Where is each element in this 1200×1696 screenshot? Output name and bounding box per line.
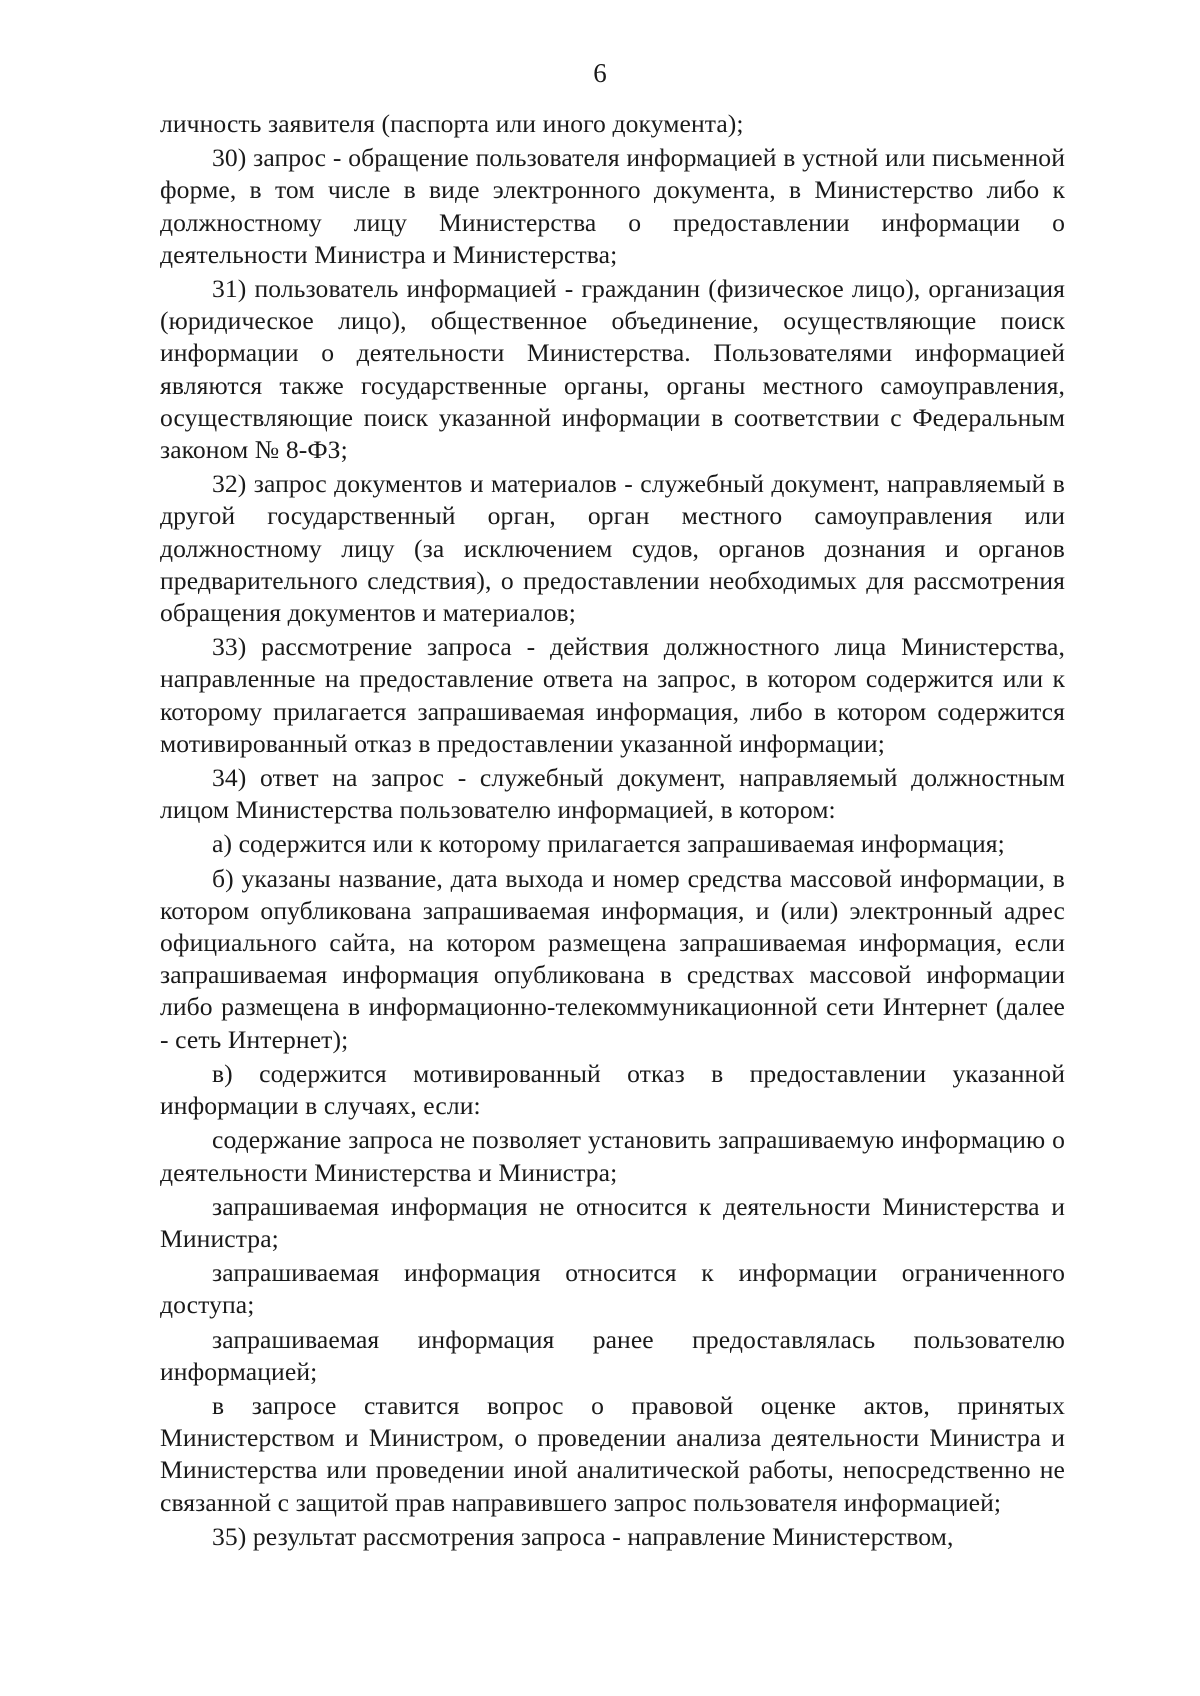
paragraph-1: личность заявителя (паспорта или иного документа); (160, 109, 744, 138)
paragraph-2: 30) запрос - обращение пользователя информацией в устной или письменной форме, в том числе в виде электронного документа, в Министерство либо к должностному лицу Министерства о предоставлении информации о деятельности Министра и Министерства; (160, 143, 1065, 269)
paragraph-6: 34) ответ на запрос - служебный документ, направляемый должностным лицом Министерства пользователю информацией, в котором: (160, 763, 1065, 825)
paragraph-15: 35) результат рассмотрения запроса - направление Министерством, (212, 1521, 954, 1551)
paragraph-3: 31) пользователь информацией - гражданин (физическое лицо), организация (юридическое лицо), общественное объединение, осуществляющие поиск информации о деятельности Министерства. Пользователями информацией являются также государственные органы, органы местного самоуправления, осуществляющие поиск указанной информации в соответствии с Федеральным законом № 8-ФЗ; (160, 274, 1065, 465)
paragraph-13: запрашиваемая информация ранее предоставлялась пользователю информацией; (160, 1324, 1065, 1386)
paragraph-11: запрашиваемая информация не относится к деятельности Министерства и Министра; (160, 1191, 1065, 1253)
paragraph-8: б) указаны название, дата выхода и номер средства массовой информации, в котором опубликована запрашиваемая информация, и (или) электронный адрес официального сайта, на котором размещена запрашиваемая информация, если запрашиваемая информация опубликована в средствах массовой информации либо размещена в информационно-телекоммуникационной сети Интернет (далее - сеть Интернет); (160, 863, 1065, 1054)
paragraph-12: запрашиваемая информация относится к информации ограниченного доступа; (160, 1258, 1065, 1320)
paragraph-4: 32) запрос документов и материалов - служебный документ, направляемый в другой государственный орган, орган местного самоуправления или должностному лицу (за исключением судов, органов дознания и органов предварительного следствия), о предоставлении необходимых для рассмотрения обращения документов и материалов; (160, 469, 1065, 628)
paragraph-5: 33) рассмотрение запроса - действия должностного лица Министерства, направленные на предоставление ответа на запрос, в котором содержится или к которому прилагается запрашиваемая информация, либо в котором содержится мотивированный отказ в предоставлении указанной информации; (160, 632, 1065, 758)
paragraph-14: в запросе ставится вопрос о правовой оценке актов, принятых Министерством и Министром, о проведении анализа деятельности Министра и Министерства или проведении иной аналитической работы, непосредственно не связанной с защитой прав направившего запрос пользователя информацией; (160, 1390, 1065, 1517)
paragraph-7: а) содержится или к которому прилагается запрашиваемая информация; (212, 829, 1005, 859)
paragraph-10: содержание запроса не позволяет установить запрашиваемую информацию о деятельности Министерства и Министра; (160, 1125, 1065, 1187)
document-body (160, 108, 1065, 1555)
paragraph-9: в) содержится мотивированный отказ в предоставлении указанной информации в случаях, если: (160, 1058, 1065, 1121)
page-number: 6 (593, 58, 607, 88)
